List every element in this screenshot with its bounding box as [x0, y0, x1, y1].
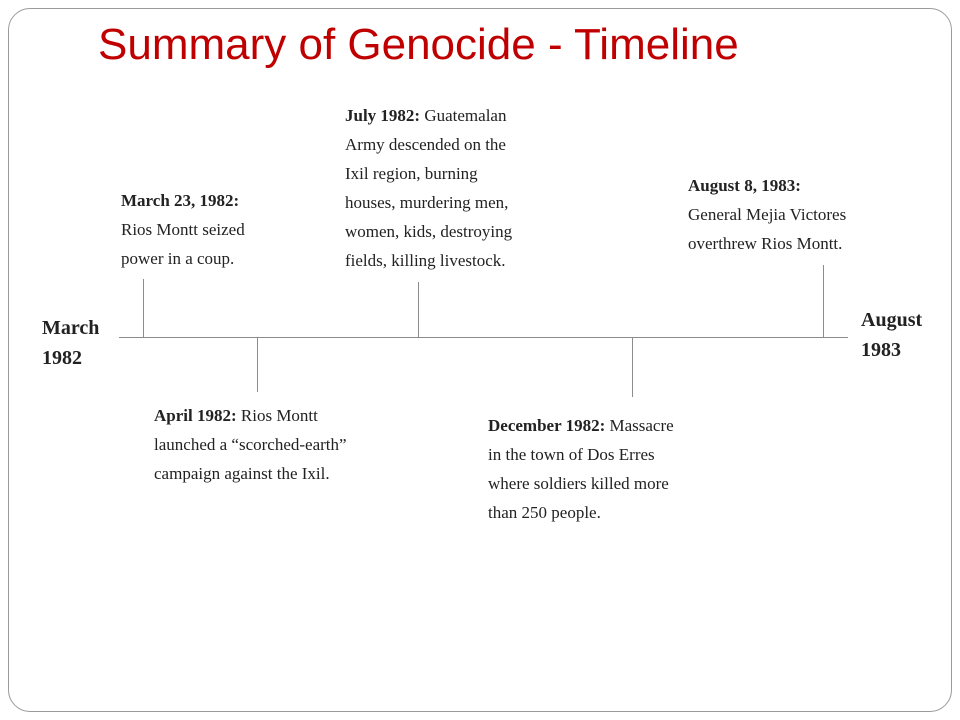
event-text-line: in the town of Dos Erres — [488, 445, 655, 464]
end-label-line1: August — [861, 309, 923, 331]
event-date: August 8, 1983: — [688, 176, 801, 195]
event-date: April 1982: — [154, 406, 237, 425]
event-text-line: fields, killing livestock. — [345, 251, 506, 270]
event-text-line: than 250 people. — [488, 503, 601, 522]
event-text-line: Guatemalan — [420, 106, 507, 125]
timeline-start-label — [42, 313, 99, 373]
event-august-1983 — [688, 171, 846, 258]
tick-december-1982 — [632, 337, 633, 397]
tick-july-1982 — [418, 282, 419, 338]
event-march-1982 — [121, 186, 245, 273]
event-text-line: houses, murdering men, — [345, 193, 509, 212]
event-text-line: Rios Montt seized — [121, 220, 245, 239]
event-text-line: launched a “scorched-earth” — [154, 435, 347, 454]
event-text-line: Army descended on the — [345, 135, 506, 154]
event-text-line: power in a coup. — [121, 249, 235, 268]
start-label-line1: March — [42, 317, 100, 339]
tick-april-1982 — [257, 337, 258, 392]
event-text-line: campaign against the Ixil. — [154, 464, 330, 483]
tick-march-1982 — [143, 279, 144, 338]
event-text-line: General Mejia Victores — [688, 205, 847, 224]
event-text-line: Ixil region, burning — [345, 164, 478, 183]
event-text-line: Massacre — [605, 416, 674, 435]
end-label-line2: 1983 — [861, 339, 901, 361]
event-april-1982 — [154, 401, 347, 488]
event-text-line: where soldiers killed more — [488, 474, 669, 493]
event-date: July 1982: — [345, 106, 421, 125]
event-december-1982 — [488, 411, 674, 527]
start-label-line2: 1982 — [42, 347, 82, 369]
event-text-line: women, kids, destroying — [345, 222, 513, 241]
event-date: December 1982: — [488, 416, 606, 435]
timeline-axis — [119, 337, 848, 338]
event-text-line: overthrew Rios Montt. — [688, 234, 843, 253]
timeline-end-label — [861, 305, 922, 365]
event-text-line: Rios Montt — [236, 406, 318, 425]
event-date: March 23, 1982: — [121, 191, 240, 210]
event-july-1982 — [345, 101, 512, 275]
tick-august-1983 — [823, 265, 824, 338]
page-title: Summary of Genocide - Timeline — [98, 20, 739, 69]
